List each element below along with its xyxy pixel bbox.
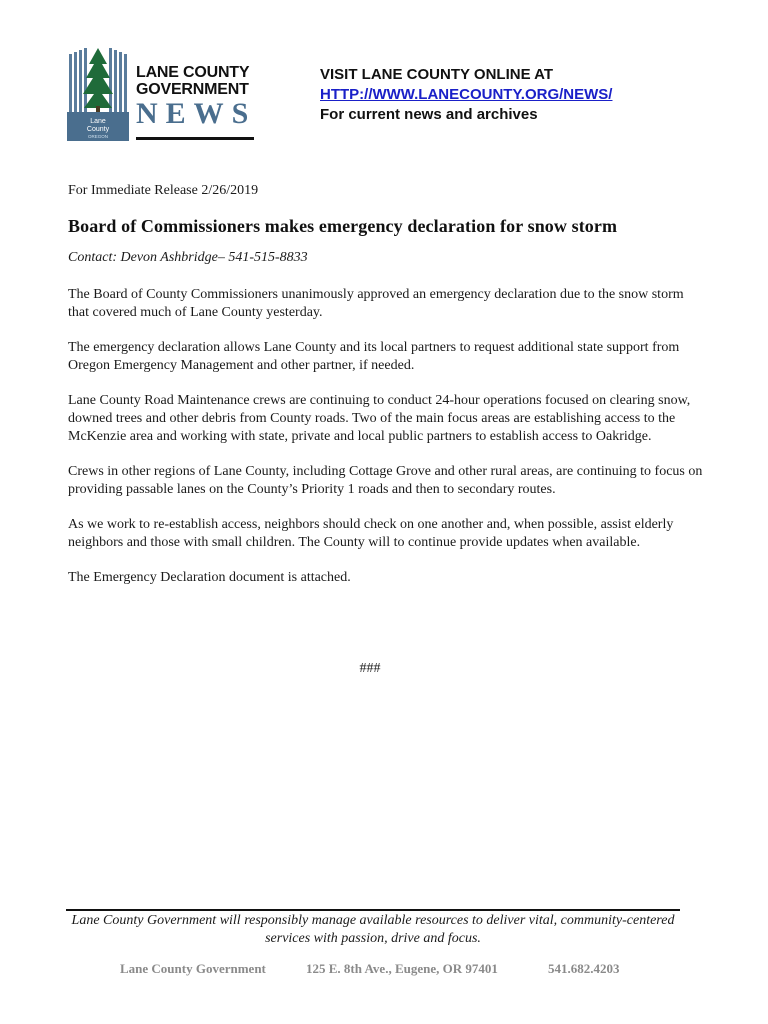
visit-line: VISIT LANE COUNTY ONLINE AT	[320, 66, 554, 83]
logo-word-oregon: OREGON	[87, 134, 109, 139]
headline: Board of Commissioners makes emergency declaration for snow storm	[68, 216, 618, 236]
logo-word-lane: Lane	[90, 118, 106, 125]
paragraph: As we work to re-establish access, neighbors should check on one another and, when possible, assist elderly neighbors and those with small children. The County will to continue provide updates when available.	[68, 517, 674, 550]
paragraph: The emergency declaration allows Lane County and its local partners to request additional state support from Oregon Emergency Management and other partner, if needed.	[68, 340, 680, 373]
footer-address: 125 E. 8th Ave., Eugene, OR 97401	[306, 961, 498, 976]
brand-block	[136, 64, 256, 129]
mission-statement: Lane County Government will responsibly manage available resources to deliver vital, community-centered services with passion, drive and focus.	[71, 913, 675, 946]
logo-word-county: County	[86, 126, 110, 133]
brand-line-1: LANE COUNTY	[136, 64, 250, 81]
release-date: For Immediate Release 2/26/2019	[68, 183, 259, 198]
news-url-link[interactable]: HTTP://WWW.LANECOUNTY.ORG/NEWS/	[320, 86, 613, 103]
lane-county-logo	[67, 46, 129, 141]
footer-phone: 541.682.4203	[548, 961, 620, 976]
header-rule	[136, 137, 254, 140]
footer-rule	[66, 909, 680, 911]
contact-line: Contact: Devon Ashbridge– 541-515-8833	[68, 250, 308, 265]
paragraph: The Board of County Commissioners unanimously approved an emergency declaration due to the snow storm that covered much of Lane County yesterday.	[68, 287, 684, 320]
footer-contact	[120, 961, 620, 977]
footer-org: Lane County Government	[120, 961, 266, 976]
visit-block	[320, 65, 612, 125]
brand-news: NEWS	[136, 97, 257, 130]
body-paragraphs	[68, 286, 708, 604]
paragraph: The Emergency Declaration document is attached.	[68, 570, 351, 585]
end-mark: ###	[359, 661, 381, 676]
visit-subtext: For current news and archives	[320, 106, 538, 123]
paragraph: Lane County Road Maintenance crews are continuing to conduct 24-hour operations focused on clearing snow, downed trees and other debris from County roads. Two of the main focus areas are establishing access to the McKenzie area and working with state, private and local public partners to establish access to Oakridge.	[68, 393, 691, 444]
brand-line-2: GOVERNMENT	[136, 81, 249, 98]
paragraph: Crews in other regions of Lane County, including Cottage Grove and other rural areas, are continuing to focus on providing passable lanes on the County’s Priority 1 roads and then to secondary routes.	[68, 464, 703, 497]
